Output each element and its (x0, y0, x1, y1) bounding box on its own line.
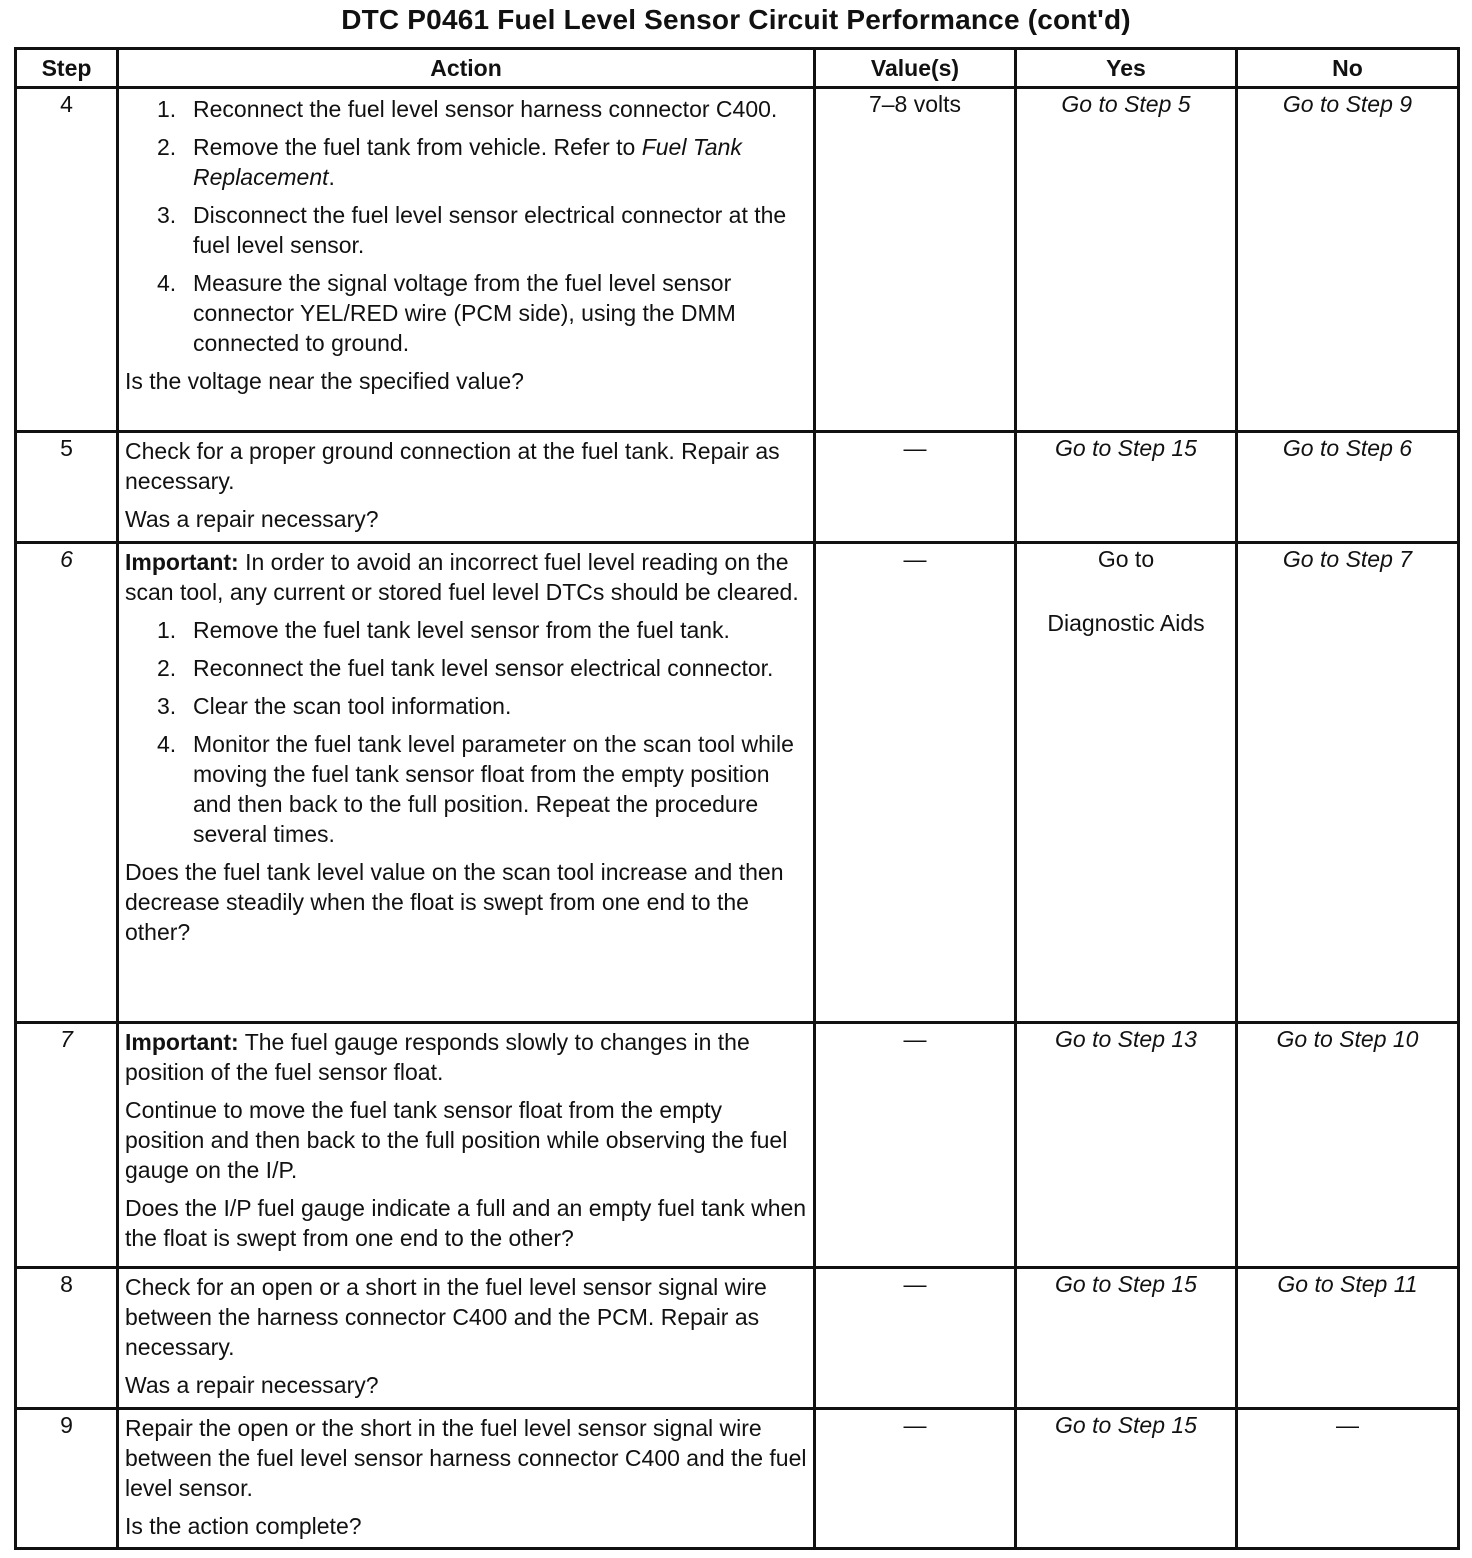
list-item: 2. Remove the fuel tank from vehicle. Refer to Fuel Tank Replacement. (157, 134, 742, 190)
value-cell: — (815, 1409, 1016, 1549)
procedure-list (125, 94, 807, 358)
step-number: 8 (16, 1268, 118, 1409)
reference-link-text: Fuel Tank Replacement (193, 134, 742, 190)
table-row (16, 432, 1459, 543)
step-number: 7 (16, 1023, 118, 1268)
table-row (16, 543, 1459, 1023)
step-number: 9 (16, 1409, 118, 1549)
no-cell: Go to Step 11 (1237, 1268, 1459, 1409)
step-number: 6 (16, 543, 118, 1023)
step-instruction: Continue to move the fuel tank sensor float from the empty position and then back to the full position while observing the fuel gauge on the I/P. (125, 1097, 788, 1183)
procedure-list (125, 615, 807, 849)
no-cell: Go to Step 6 (1237, 432, 1459, 543)
step-question: Is the voltage near the specified value? (125, 368, 524, 394)
action-cell (118, 1268, 815, 1409)
step-question: Does the I/P fuel gauge indicate a full and an empty fuel tank when the float is swept from one end to the other? (125, 1195, 807, 1251)
step-question: Was a repair necessary? (125, 1372, 379, 1398)
yes-cell: Go to Step 15 (1016, 1268, 1237, 1409)
step-question: Does the fuel tank level value on the scan tool increase and then decrease steadily when the float is swept from one end to the other? (125, 859, 784, 945)
list-item: 2. Reconnect the fuel tank level sensor electrical connector. (157, 655, 774, 681)
value-cell: 7–8 volts (815, 88, 1016, 432)
value-cell: — (815, 1268, 1016, 1409)
page-title: DTC P0461 Fuel Level Sensor Circuit Performance (cont'd) (341, 4, 1131, 35)
table-header-row (16, 49, 1459, 88)
header-yes: Yes (1016, 49, 1237, 88)
table-row (16, 1023, 1459, 1268)
no-cell: Go to Step 7 (1237, 543, 1459, 1023)
list-item: 3. Disconnect the fuel level sensor electrical connector at the fuel level sensor. (157, 202, 787, 258)
step-number: 4 (16, 88, 118, 432)
action-cell (118, 1409, 815, 1549)
no-cell: Go to Step 10 (1237, 1023, 1459, 1268)
no-cell: — (1237, 1409, 1459, 1549)
list-item: 1. Remove the fuel tank level sensor from the fuel tank. (157, 617, 730, 643)
header-step: Step (16, 49, 118, 88)
yes-cell: Go to Step 13 (1016, 1023, 1237, 1268)
table-row (16, 1409, 1459, 1549)
yes-cell: Go to Step 15 (1016, 432, 1237, 543)
value-cell: — (815, 432, 1016, 543)
list-item: 3. Clear the scan tool information. (157, 693, 512, 719)
yes-cell: Go to Step 5 (1016, 88, 1237, 432)
action-cell (118, 1023, 815, 1268)
action-cell (118, 88, 815, 432)
important-note: Important: The fuel gauge responds slowly to changes in the position of the fuel sensor float. (125, 1029, 750, 1085)
step-number: 5 (16, 432, 118, 543)
step-instruction: Repair the open or the short in the fuel level sensor signal wire between the fuel level sensor harness connector C400 and the fuel level sensor. (125, 1415, 807, 1501)
value-cell: — (815, 1023, 1016, 1268)
action-cell (118, 432, 815, 543)
header-values: Value(s) (815, 49, 1016, 88)
yes-cell: Go to Step 15 (1016, 1409, 1237, 1549)
table-row (16, 1268, 1459, 1409)
step-instruction: Check for an open or a short in the fuel level sensor signal wire between the harness connector C400 and the PCM. Repair as necessary. (125, 1274, 767, 1360)
diagnostic-table (14, 47, 1460, 1550)
yes-cell: Go to Diagnostic Aids (1016, 543, 1237, 1023)
list-item: 4. Measure the signal voltage from the fuel level sensor connector YEL/RED wire (PCM side), using the DMM connected to ground. (157, 270, 736, 356)
important-note: Important: In order to avoid an incorrect fuel level reading on the scan tool, any current or stored fuel level DTCs should be cleared. (125, 549, 799, 605)
table-row (16, 88, 1459, 432)
step-instruction: Check for a proper ground connection at the fuel tank. Repair as necessary. (125, 438, 780, 494)
step-question: Is the action complete? (125, 1513, 362, 1539)
header-no: No (1237, 49, 1459, 88)
list-item: 1. Reconnect the fuel level sensor harness connector C400. (157, 96, 778, 122)
header-action: Action (118, 49, 815, 88)
step-question: Was a repair necessary? (125, 506, 379, 532)
action-cell (118, 543, 815, 1023)
value-cell: — (815, 543, 1016, 1023)
list-item: 4. Monitor the fuel tank level parameter on the scan tool while moving the fuel tank sensor float from the empty position and then back to the full position. Repeat the procedure several times. (157, 731, 794, 847)
no-cell: Go to Step 9 (1237, 88, 1459, 432)
